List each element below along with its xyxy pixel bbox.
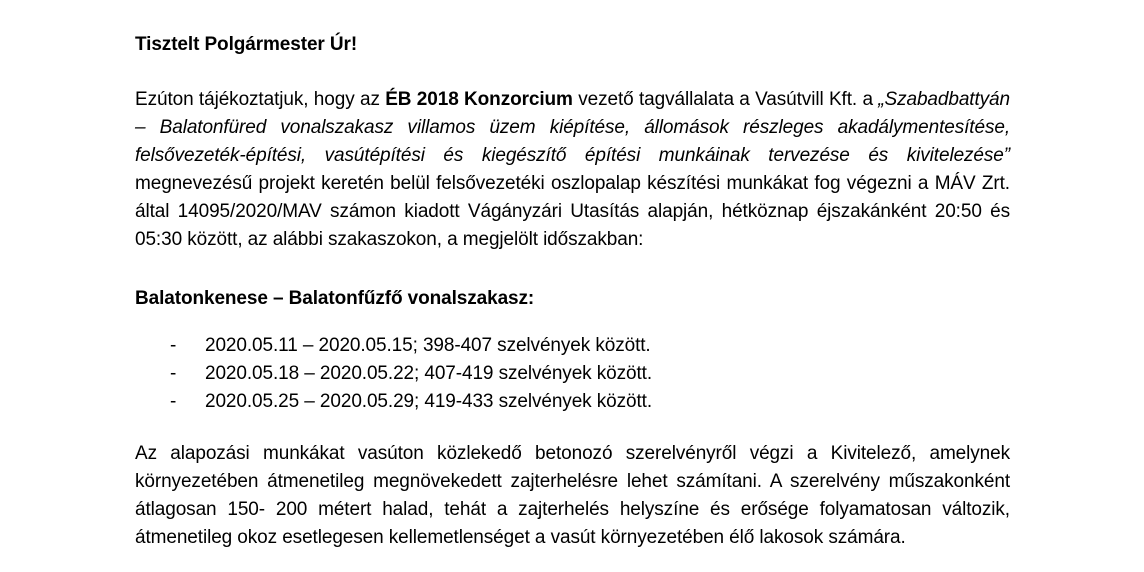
list-item: [135, 360, 1010, 388]
intro-segment-regular-1: Ezúton tájékoztatjuk, hogy az: [135, 89, 386, 110]
list-item: [135, 332, 1010, 360]
closing-paragraph: Az alapozási munkákat vasúton közlekedő betonozó szerelvényről végzi a Kivitelező, amelynek környezetében átmenetileg megnövekedett zajterhelésre lehet számítani. A szerelvény műszakonként átlagosan 150- 200 métert halad, tehát a zajterhelés helyszíne és erősége folyamatosan változik, átmenetileg okoz esetlegesen kellemetlenséget a vasút környezetében élő lakosok számára.: [135, 443, 1010, 548]
consortium-name-bold: ÉB 2018 Konzorcium: [385, 89, 573, 110]
list-item-text: 2020.05.25 – 2020.05.29; 419-433 szelvények között.: [205, 391, 653, 412]
intro-paragraph: [135, 86, 1010, 254]
schedule-list: [135, 332, 1010, 416]
list-item-text: 2020.05.18 – 2020.05.22; 407-419 szelvények között.: [205, 363, 653, 384]
intro-segment-regular-3: megnevezésű projekt keretén belül felsővezetéki oszlopalap készítési munkákat fog végezni a MÁV Zrt. által 14095/2020/MAV számon kiadott Vágányzári Utasítás alapján, hétköznap éjszakánként 20:50 és 05:30 között, az alábbi szakaszokon, a megjelölt időszakban:: [135, 173, 1010, 250]
section-heading: Balatonkenese – Balatonfűzfő vonalszakasz:: [135, 288, 535, 309]
list-item-marker: -: [170, 363, 177, 384]
list-item-marker: -: [170, 391, 177, 412]
intro-segment-regular-2: vezető tagvállalata a Vasútvill Kft. a: [572, 89, 879, 110]
salutation-heading: Tisztelt Polgármester Úr!: [135, 34, 358, 55]
project-title-italic: „Szabadbattyán – Balatonfüred vonalszakasz villamos üzem kiépítése, állomások részleges akadálymentesítése, felsővezeték-építési, vasútépítési és kiegészítő építési munkáinak tervezése és kivitelezése”: [135, 89, 1010, 166]
list-item-marker: -: [170, 335, 177, 356]
list-item: [135, 388, 1010, 416]
list-item-text: 2020.05.11 – 2020.05.15; 398-407 szelvények között.: [205, 335, 651, 356]
